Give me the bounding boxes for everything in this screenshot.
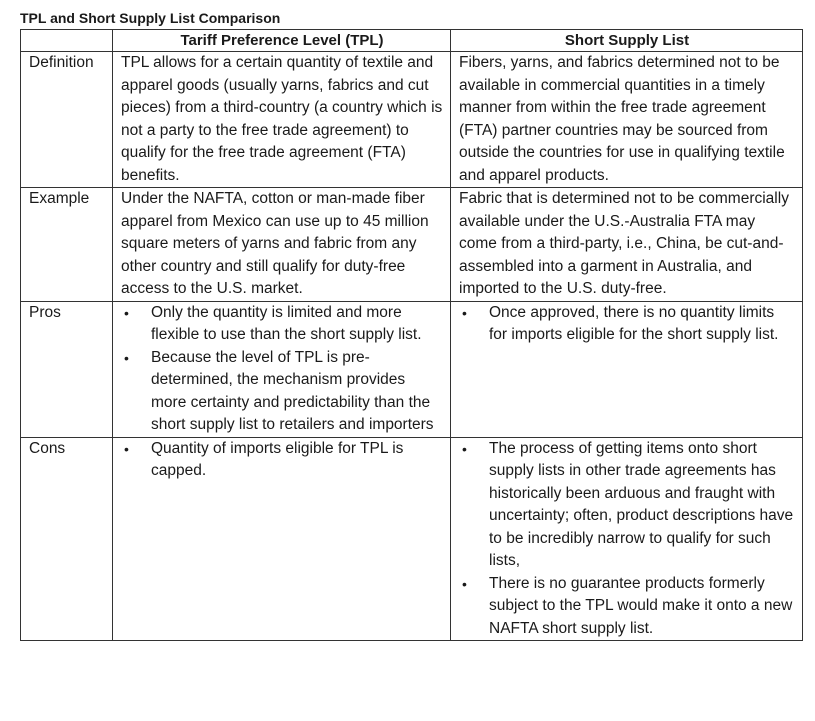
bullet-icon: •	[124, 349, 129, 366]
cell-cons-tpl	[113, 437, 451, 641]
list-item-text: The process of getting items onto short supply lists in other trade agreements has historically been arduous and fraught with uncertainty; often, product descriptions have to be incredibly narrow to qualify for such lists,	[489, 439, 794, 569]
cell-example-tpl: Under the NAFTA, cotton or man-made fiber apparel from Mexico can use up to 45 million square meters of yarns and fabric from any other country and still qualify for duty-free access to the U.S. market.	[113, 188, 451, 302]
list-item-text: Quantity of imports eligible for TPL is capped.	[151, 439, 404, 479]
bullet-list	[459, 302, 795, 347]
table-row-example	[21, 188, 803, 302]
list-item	[121, 438, 443, 483]
table-header-row	[21, 30, 803, 52]
column-header-short-supply: Short Supply List	[451, 30, 803, 52]
list-item-text: Once approved, there is no quantity limits for imports eligible for the short supply list.	[489, 303, 779, 343]
cell-pros-tpl	[113, 301, 451, 437]
bullet-icon: •	[124, 304, 129, 321]
cell-example-short-supply: Fabric that is determined not to be commercially available under the U.S.-Australia FTA may come from a third-party, i.e., China, be cut-and-assembled into a garment in Australia, and imported to the U.S. duty-free.	[451, 188, 803, 302]
column-header-tpl: Tariff Preference Level (TPL)	[113, 30, 451, 52]
bullet-icon: •	[462, 304, 467, 321]
table-row-definition	[21, 52, 803, 188]
row-label-definition: Definition	[21, 52, 113, 188]
list-item	[121, 302, 443, 347]
table-row-cons	[21, 437, 803, 641]
bullet-list	[459, 438, 795, 641]
row-label-pros: Pros	[21, 301, 113, 437]
row-label-cons: Cons	[21, 437, 113, 641]
row-label-example: Example	[21, 188, 113, 302]
bullet-list	[121, 302, 443, 437]
list-item	[459, 302, 795, 347]
bullet-icon: •	[124, 440, 129, 457]
list-item-text: Only the quantity is limited and more flexible to use than the short supply list.	[151, 303, 422, 343]
bullet-icon: •	[462, 440, 467, 457]
list-item	[121, 347, 443, 437]
list-item-text: There is no guarantee products formerly subject to the TPL would make it onto a new NAFTA short supply list.	[489, 574, 793, 637]
page-title: TPL and Short Supply List Comparison	[20, 10, 281, 26]
bullet-list	[121, 438, 443, 483]
cell-pros-short-supply	[451, 301, 803, 437]
cell-definition-tpl: TPL allows for a certain quantity of textile and apparel goods (usually yarns, fabrics and cut pieces) from a third-country (a country which is not a party to the free trade agreement) to qualify for the free trade agreement (FTA) benefits.	[113, 52, 451, 188]
comparison-table	[20, 29, 803, 641]
bullet-icon: •	[462, 575, 467, 592]
list-item	[459, 573, 795, 641]
list-item-text: Because the level of TPL is pre-determined, the mechanism provides more certainty and predictability than the short supply list to retailers and importers	[151, 348, 434, 433]
header-empty-cell	[21, 30, 113, 52]
cell-cons-short-supply	[451, 437, 803, 641]
cell-definition-short-supply: Fibers, yarns, and fabrics determined not to be available in commercial quantities in a timely manner from within the free trade agreement (FTA) partner countries may be sourced from outside the countries for use in qualifying textile and apparel products.	[451, 52, 803, 188]
list-item	[459, 438, 795, 573]
table-row-pros	[21, 301, 803, 437]
